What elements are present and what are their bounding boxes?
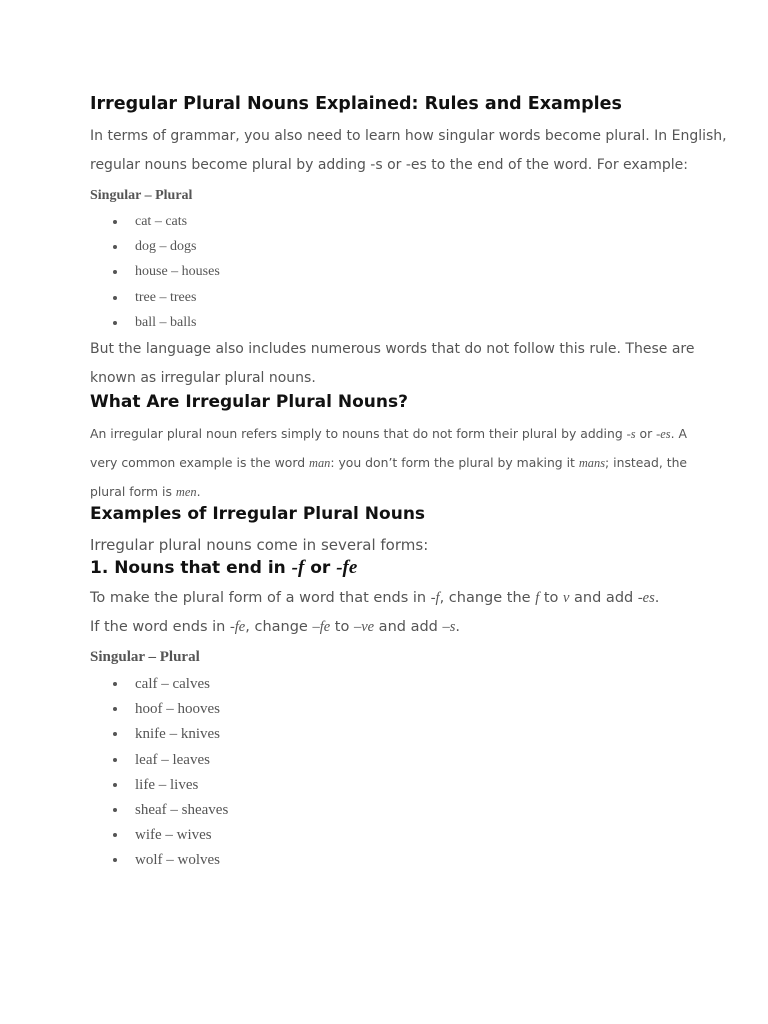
list-item-text: calf – calves xyxy=(135,676,210,692)
intro-paragraph-line: In terms of grammar, you also need to learn how singular words become plural. In English, xyxy=(90,128,727,144)
list-item xyxy=(90,775,228,800)
list-item-text: life – lives xyxy=(135,776,199,793)
list-item xyxy=(90,850,228,875)
list-item-text: ball – balls xyxy=(135,314,197,330)
bullet-icon xyxy=(113,682,117,686)
bullet-icon xyxy=(113,833,117,837)
exception-paragraph-line: But the language also includes numerous words that do not follow this rule. These are xyxy=(90,341,695,357)
list-item-text: hoof – hooves xyxy=(135,701,220,718)
bullet-icon xyxy=(113,245,117,249)
section-heading-examples: Examples of Irregular Plural Nouns xyxy=(90,504,426,524)
bullet-icon xyxy=(113,270,117,274)
definition-line: very common example is the word man: you don’t form the plural by making it mans; instead, the xyxy=(90,455,688,470)
bullet-icon xyxy=(113,858,117,862)
list-item xyxy=(90,699,228,724)
page-title: Irregular Plural Nouns Explained: Rules and Examples xyxy=(90,94,622,114)
bullet-icon xyxy=(113,732,117,736)
rule-line: If the word ends in -fe, change –fe to –ve and add –s. xyxy=(90,619,460,635)
bullet-icon xyxy=(113,707,117,711)
exception-paragraph-line: known as irregular plural nouns. xyxy=(90,370,316,386)
list-item xyxy=(90,724,228,749)
list-item xyxy=(90,825,228,850)
bullet-icon xyxy=(113,758,117,762)
definition-line: An irregular plural noun refers simply to nouns that do not form their plural by adding -s or -es. A xyxy=(90,426,687,441)
list-item xyxy=(90,750,228,775)
singular-plural-label: Singular – Plural xyxy=(90,188,193,203)
bullet-icon xyxy=(113,321,117,325)
irregular-examples-list xyxy=(90,674,228,876)
bullet-icon xyxy=(113,296,117,300)
list-item-text: cat – cats xyxy=(135,214,188,229)
list-item-text: dog – dogs xyxy=(135,239,197,255)
regular-examples-list xyxy=(90,212,220,338)
definition-line: plural form is men. xyxy=(90,484,201,499)
list-item-text: wife – wives xyxy=(135,827,212,844)
list-item xyxy=(90,237,220,262)
singular-plural-label: Singular – Plural xyxy=(90,649,200,665)
list-item-text: house – houses xyxy=(135,264,220,280)
list-item-text: sheaf – sheaves xyxy=(135,801,229,818)
list-item-text: knife – knives xyxy=(135,726,220,743)
section-heading-what-are: What Are Irregular Plural Nouns? xyxy=(90,392,408,412)
bullet-icon xyxy=(113,808,117,812)
list-item xyxy=(90,674,228,699)
list-item xyxy=(90,288,220,313)
list-item xyxy=(90,313,220,338)
list-item xyxy=(90,800,228,825)
intro-paragraph-line: regular nouns become plural by adding -s or -es to the end of the word. For example: xyxy=(90,157,689,173)
list-item-text: leaf – leaves xyxy=(135,751,210,768)
forms-intro-text: Irregular plural nouns come in several forms: xyxy=(90,536,429,554)
list-item xyxy=(90,212,220,237)
list-item-text: tree – trees xyxy=(135,289,197,305)
rule-line: To make the plural form of a word that ends in -f, change the f to v and add -es. xyxy=(90,590,660,606)
subsection-heading-f-fe: 1. Nouns that end in -f or -fe xyxy=(90,557,358,578)
bullet-icon xyxy=(113,783,117,787)
bullet-icon xyxy=(113,220,117,224)
list-item xyxy=(90,262,220,287)
list-item-text: wolf – wolves xyxy=(135,852,220,869)
